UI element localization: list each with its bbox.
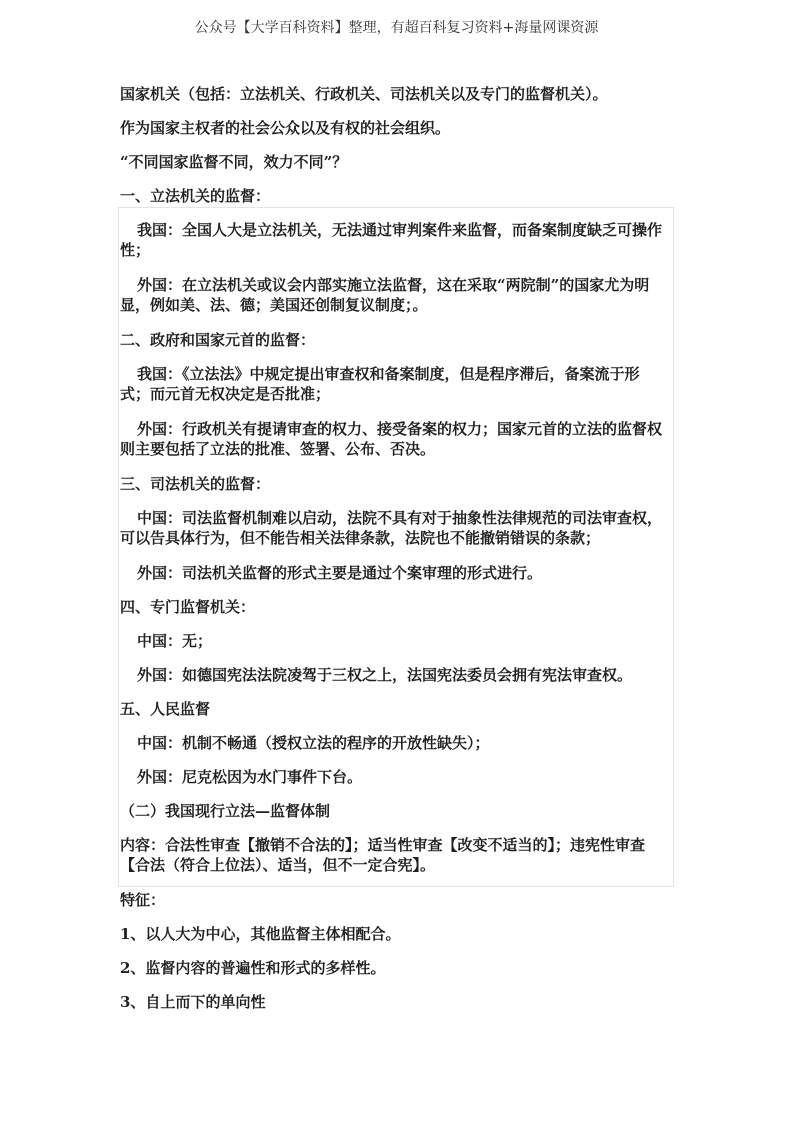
paragraph-judicial-china: 中国：司法监督机制难以启动，法院不具有对于抽象性法律规范的司法审查权，可以告具体行为，但不能告相关法律条款，法院也不能撤销错误的条款；: [120, 509, 663, 547]
text-line-public: 作为国家主权者的社会公众以及有权的社会组织。: [120, 119, 451, 137]
paragraph-people-foreign: 外国：尼克松因为水门事件下台。: [137, 768, 363, 786]
section-heading-people: 五、人民监督: [120, 700, 211, 718]
paragraph-judicial-foreign: 外国：司法机关监督的形式主要是通过个案审理的形式进行。: [137, 564, 543, 582]
feature-item-1: 1、以人大为中心，其他监督主体相配合。: [120, 925, 401, 943]
section-heading-judicial: 三、司法机关的监督：: [120, 475, 271, 493]
section-heading-government: 二、政府和国家元首的监督：: [120, 331, 316, 349]
section-heading-features: 特征：: [120, 891, 166, 909]
paragraph-special-china: 中国：无；: [137, 632, 213, 650]
section-heading-legislative: 一、立法机关的监督：: [120, 187, 271, 205]
text-line-agencies: 国家机关（包括：立法机关、行政机关、司法机关以及专门的监督机关）。: [120, 85, 608, 103]
paragraph-government-china: 我国：《立法法》中规定提出审查权和备案制度，但是程序滞后，备案流于形式；而元首无权决定是否批准；: [120, 365, 640, 403]
section-heading-special: 四、专门监督机关：: [120, 598, 256, 616]
feature-item-2: 2、监督内容的普遍性和形式的多样性。: [120, 959, 386, 977]
text-line-question: “不同国家监督不同，效力不同”？: [120, 153, 348, 171]
paragraph-people-china: 中国：机制不畅通（授权立法的程序的开放性缺失）；: [137, 734, 490, 752]
feature-item-3: 3、自上而下的单向性: [120, 993, 266, 1011]
paragraph-government-foreign: 外国：行政机关有提请审查的权力、接受备案的权力；国家元首的立法的监督权则主要包括了立法的批准、签署、公布、否决。: [120, 420, 663, 458]
section-heading-system: （二）我国现行立法—监督体制: [120, 802, 331, 820]
paragraph-legislative-china: 我国：全国人大是立法机关，无法通过审判案件来监督，而备案制度缺乏可操作性；: [120, 221, 663, 259]
paragraph-system-content: 内容：合法性审查【撤销不合法的】；适当性审查【改变不适当的】；违宪性审查【合法（符合上位法）、适当，但不一定合宪】。: [120, 836, 646, 874]
page-header: 公众号【大学百科资料】整理，有超百科复习资料+海量网课资源: [194, 20, 599, 36]
paragraph-legislative-foreign: 外国：在立法机关或议会内部实施立法监督，这在采取“两院制”的国家尤为明显，例如美、法、德；美国还创制复议制度；。: [120, 276, 650, 314]
paragraph-special-foreign: 外国：如德国宪法法院凌驾于三权之上，法国宪法委员会拥有宪法审查权。: [137, 666, 633, 684]
